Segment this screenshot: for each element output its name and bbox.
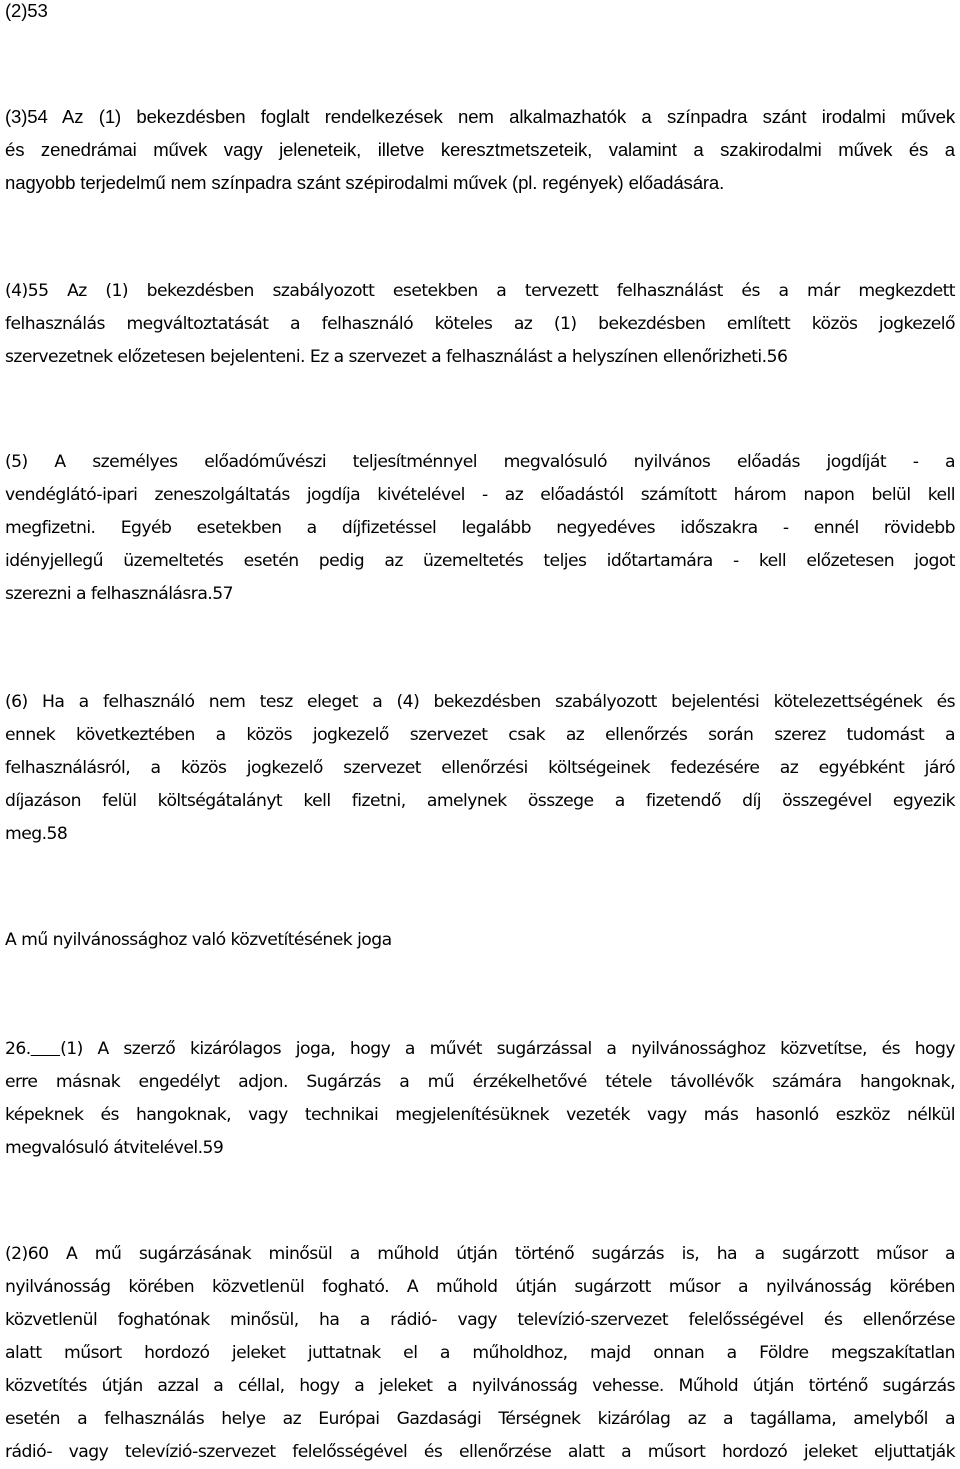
text-line: szervezetnek előzetesen bejelenteni. Ez a szervezet a felhasználást a helyszínen ellenőrizheti.56 bbox=[5, 347, 788, 367]
paragraph-5 bbox=[5, 446, 955, 611]
text-line: meg.58 bbox=[5, 824, 68, 844]
paragraph-2-53 bbox=[5, 0, 955, 27]
text-line: rádió- vagy televízió-szervezet felelősségével és ellenőrzése alatt a műsort hordozó jeleket eljuttatják bbox=[5, 1442, 955, 1462]
text-line: szerezni a felhasználásra.57 bbox=[5, 584, 233, 604]
text-line: esetén a felhasználás helye az Európai Gazdasági Térségnek kizárólag az a tagállama, amelyből a bbox=[5, 1409, 955, 1429]
paragraph-26 bbox=[5, 1033, 955, 1165]
section-heading bbox=[5, 924, 955, 957]
text-line-rest: (1) A szerző kizárólagos joga, hogy a művét sugárzással a nyilvánossághoz közvetítse, és hogy bbox=[60, 1039, 955, 1059]
section-number: 26. bbox=[5, 1039, 31, 1059]
text-line: vendéglátó-ipari zeneszolgáltatás jogdíja kivételével - az előadástól számított három napon belül kell bbox=[5, 485, 955, 505]
text-line: képeknek és hangoknak, vagy technikai megjelenítésüknek vezeték vagy más hasonló eszköz nélkül bbox=[5, 1105, 955, 1125]
text-line: (4)55 Az (1) bekezdésben szabályozott esetekben a tervezett felhasználást és a már megkezdett bbox=[5, 281, 955, 301]
text-line: erre másnak engedélyt adjon. Sugárzás a mű érzékelhetővé tétele távollévők számára hangoknak, bbox=[5, 1072, 955, 1092]
text-line: díjazáson felül költségátalányt kell fizetni, amelynek összege a fizetendő díj összegével egyezik bbox=[5, 791, 955, 811]
text-line: alatt műsort hordozó jeleket juttatnak el a műholdhoz, majd onnan a Földre megszakítatlan bbox=[5, 1343, 955, 1363]
paragraph-3-54 bbox=[5, 100, 955, 199]
text-line: (5) A személyes előadóművészi teljesítménnyel megvalósuló nyilvános előadás jogdíját - a bbox=[5, 452, 955, 472]
text-line: (6) Ha a felhasználó nem tesz eleget a (4) bekezdésben szabályozott bejelentési kötelezettségének és bbox=[5, 692, 955, 712]
text-line: közvetlenül foghatónak minősül, ha a rádió- vagy televízió-szervezet felelősségével és ellenőrzése bbox=[5, 1310, 955, 1330]
text-line-first bbox=[5, 1033, 955, 1066]
text-line: megvalósuló átvitelével.59 bbox=[5, 1138, 224, 1158]
text-line: ennek következtében a közös jogkezelő szervezet csak az ellenőrzés során szerez tudomást a bbox=[5, 725, 955, 745]
text-line: felhasználásról, a közös jogkezelő szervezet ellenőrzési költségeinek fedezésére az egyébként járó bbox=[5, 758, 955, 778]
text-line: nyilvánosság körében közvetlenül fogható. A műhold útján sugárzott műsor a nyilvánosság körében bbox=[5, 1277, 955, 1297]
text-line: (2)53 bbox=[5, 0, 48, 21]
paragraph-4-55 bbox=[5, 275, 955, 374]
heading-text: A mű nyilvánossághoz való közvetítésének joga bbox=[5, 930, 392, 950]
text-line: idényjellegű üzemeltetés esetén pedig az üzemeltetés teljes időtartamára - kell előzetesen jogot bbox=[5, 551, 955, 571]
text-line: (2)60 A mű sugárzásának minősül a műhold útján történő sugárzás is, ha a sugárzott műsor a bbox=[5, 1244, 955, 1264]
text-line: (3)54 Az (1) bekezdésben foglalt rendelkezések nem alkalmazhatók a színpadra szánt irodalmi művek bbox=[5, 106, 955, 127]
text-line: felhasználás megváltoztatását a felhasználó köteles az (1) bekezdésben említett közös jogkezelő bbox=[5, 314, 955, 334]
underlined-space bbox=[31, 1039, 60, 1059]
paragraph-2-60 bbox=[5, 1238, 955, 1469]
paragraph-6 bbox=[5, 686, 955, 851]
text-line: és zenedrámai művek vagy jeleneteik, illetve keresztmetszeteik, valamint a szakirodalmi művek és a bbox=[5, 139, 955, 160]
text-line: megfizetni. Egyéb esetekben a díjfizetéssel legalább negyedéves időszakra - ennél rövidebb bbox=[5, 518, 955, 538]
text-line: nagyobb terjedelmű nem színpadra szánt szépirodalmi művek (pl. regények) előadására. bbox=[5, 172, 725, 193]
text-line: közvetítés útján azzal a céllal, hogy a jeleket a nyilvánosság vehesse. Műhold útján történő sugárzás bbox=[5, 1376, 955, 1396]
